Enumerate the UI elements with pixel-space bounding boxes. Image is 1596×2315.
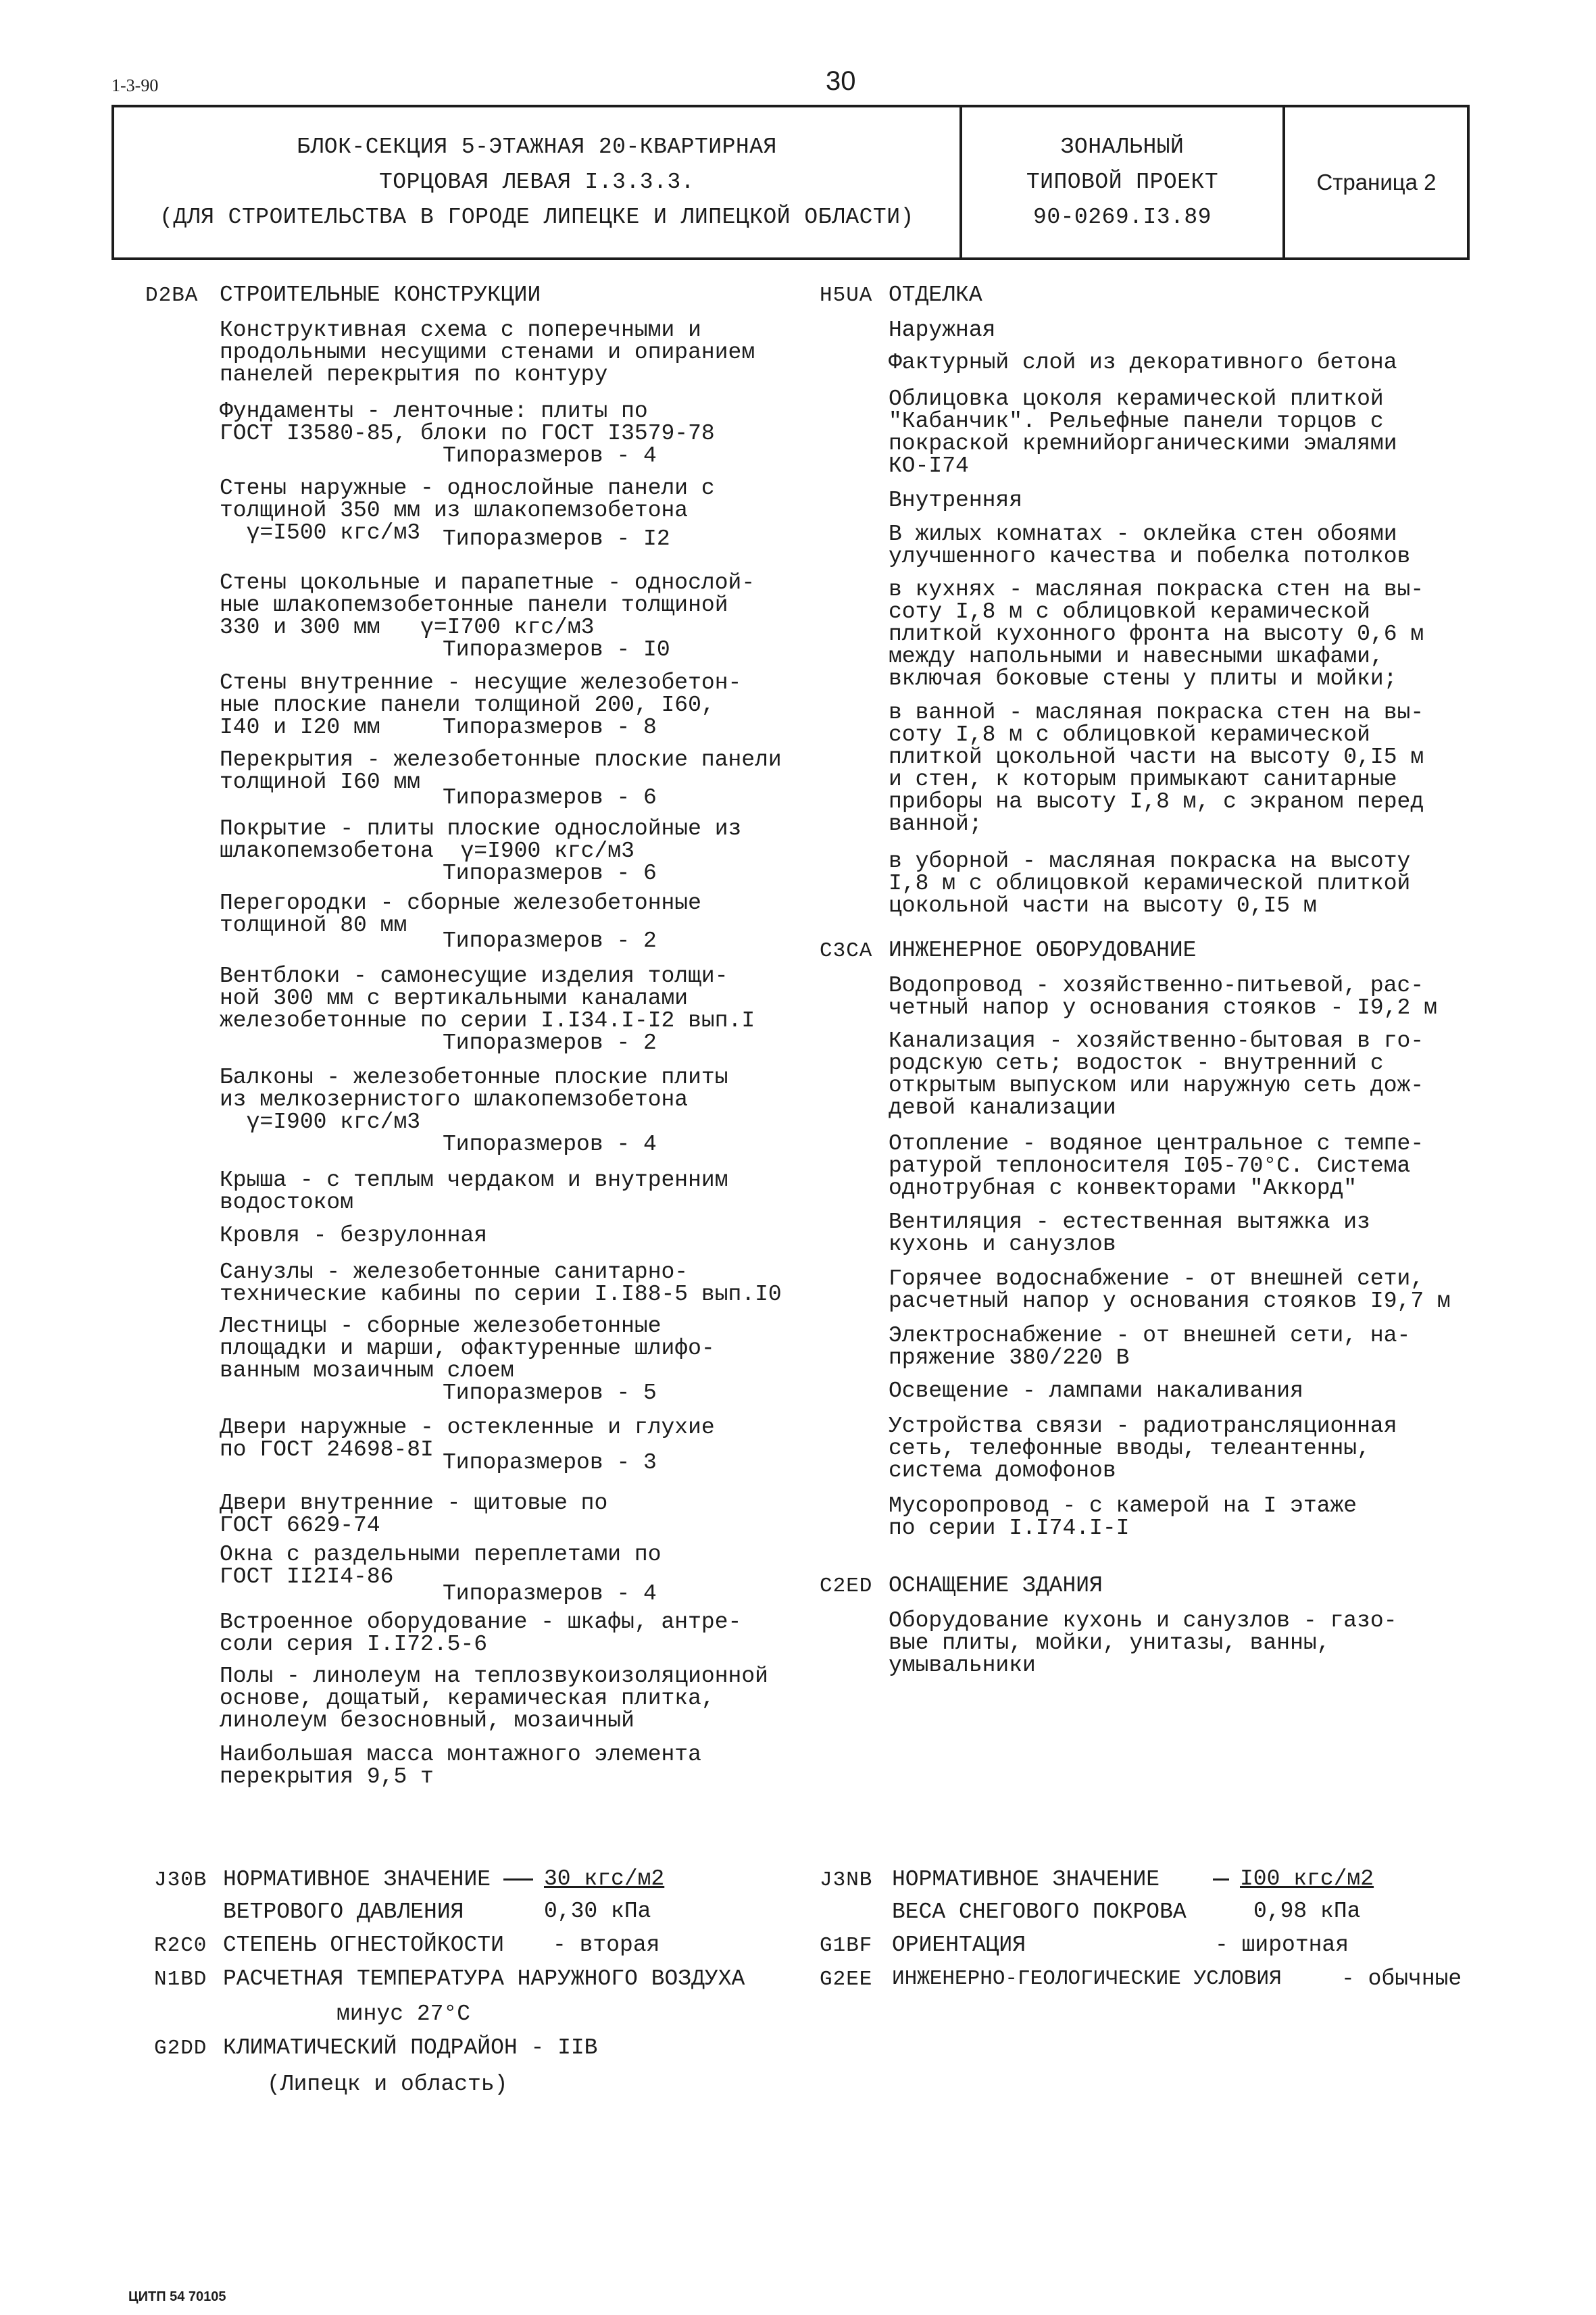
sheet-code: 1-3-90 <box>111 76 159 95</box>
title-line: (ДЛЯ СТРОИТЕЛЬСТВА В ГОРОДЕ ЛИПЕЦКЕ И ЛИПЕЦКОЙ ОБЛАСТИ) <box>159 205 914 230</box>
project-cell <box>962 107 1285 257</box>
page-number: 30 <box>826 66 856 96</box>
structure-item: Кровля - безрулонная <box>220 1223 488 1248</box>
outdoor-temp-value: минус 27°С <box>336 2001 471 2026</box>
norm-code: G2EE <box>820 1968 873 1991</box>
snow-dash <box>1213 1878 1229 1881</box>
norm-code: G1BF <box>820 1934 873 1958</box>
climate-region-note: (Липецк и область) <box>267 2072 508 2097</box>
engineering-item: Освещение - лампами накаливания <box>889 1378 1303 1403</box>
finish-item: В жилых комнатах - оклейка стен обоями улучшенного качества и побелка потолков <box>889 522 1411 569</box>
section-code: C3CA <box>820 939 873 963</box>
finish-item: Внутренняя <box>889 488 1023 513</box>
norm-code: N1BD <box>154 1968 207 1991</box>
engineering-item: Электроснабжение - от внешней сети, на- пряжение 380/220 В <box>889 1323 1411 1370</box>
structure-item: Конструктивная схема с поперечными и продольными несущими стенами и опиранием панелей перекрытия по контуру <box>220 318 755 387</box>
equipment-item: Оборудование кухонь и санузлов - газо- вые плиты, мойки, унитазы, ванны, умывальники <box>889 1608 1397 1678</box>
engineering-item: Вентиляция - естественная вытяжка из кухонь и санузлов <box>889 1210 1370 1257</box>
project-line: ТИПОВОЙ ПРОЕКТ <box>1026 170 1219 195</box>
footer-imprint: ЦИТП 54 70105 <box>128 2289 226 2304</box>
title-cell <box>114 107 962 257</box>
structure-item: Балконы - железобетонные плоские плиты из мелкозернистого шлакопемзобетона γ=I900 кгс/м3 Типоразмеров - 4 <box>220 1065 728 1157</box>
engineering-item: Устройства связи - радиотрансляционная сеть, телефонные вводы, телеантенны, система домофонов <box>889 1414 1397 1483</box>
fire-resistance-label: СТЕПЕНЬ ОГНЕСТОЙКОСТИ <box>223 1933 504 1958</box>
norm-code: G2DD <box>154 2037 207 2060</box>
page-label: Страница 2 <box>1316 170 1437 195</box>
title-line: БЛОК-СЕКЦИЯ 5-ЭТАЖНАЯ 20-КВАРТИРНАЯ <box>297 134 777 159</box>
norm-code: J30B <box>154 1868 207 1892</box>
finish-item: Облицовка цоколя керамической плиткой "Кабанчик". Рельефные панели торцов с покраской кремнийорганическими эмалями КО-I74 <box>889 387 1397 478</box>
structure-item: Лестницы - сборные железобетонные площадки и марши, офактуренные шлифо- ванным мозаичным слоем Типоразмеров - 5 <box>220 1314 715 1405</box>
section-code: C2ED <box>820 1574 873 1598</box>
section-heading-equipment: ОСНАЩЕНИЕ ЗДАНИЯ <box>889 1573 1103 1598</box>
structure-item: Крыша - с теплым чердаком и внутренним водостоком <box>220 1168 728 1215</box>
section-code: H5UA <box>820 284 873 307</box>
finish-item: в ванной - масляная покраска стен на вы- соту I,8 м с облицовкой керамической плиткой цокольной части на высоту 0,I5 м и стен, к которым примыкают санитарные приборы на высоту I,8 м, с экраном перед ванной; <box>889 700 1424 837</box>
project-designation <box>1026 130 1218 235</box>
geology-label: ИНЖЕНЕРНО-ГЕОЛОГИЧЕСКИЕ УСЛОВИЯ <box>892 1967 1282 1991</box>
climate-subregion-label: КЛИМАТИЧЕСКИЙ ПОДРАЙОН - IIВ <box>223 2035 598 2060</box>
finish-item: Наружная <box>889 318 996 343</box>
engineering-item: Горячее водоснабжение - от внешней сети, расчетный напор у основания стояков I9,7 м <box>889 1266 1451 1314</box>
section-title <box>159 130 914 235</box>
project-line: ЗОНАЛЬНЫЙ <box>1060 134 1184 159</box>
wind-dash <box>503 1878 533 1881</box>
structure-item: Наибольшая масса монтажного элемента перекрытия 9,5 т <box>220 1742 701 1789</box>
structure-item: Вентблоки - самонесущие изделия толщи- ной 300 мм с вертикальными каналами железобетонные по серии I.I34.I-I2 вып.I Типоразмеров - 2 <box>220 964 755 1055</box>
structure-item: Полы - линолеум на теплозвукоизоляционной основе, дощатый, керамическая плитка, линолеум безосновный, мозаичный <box>220 1664 768 1733</box>
wind-value-kpa: 0,30 кПа <box>544 1899 651 1924</box>
snow-label: НОРМАТИВНОЕ ЗНАЧЕНИЕ ВЕСА СНЕГОВОГО ПОКРОВА <box>892 1867 1187 1924</box>
wind-label: НОРМАТИВНОЕ ЗНАЧЕНИЕ ВЕТРОВОГО ДАВЛЕНИЯ <box>223 1867 491 1924</box>
section-heading-structures: СТРОИТЕЛЬНЫЕ КОНСТРУКЦИИ <box>220 282 541 307</box>
engineering-item: Водопровод - хозяйственно-питьевой, рас- четный напор у основания стояков - I9,2 м <box>889 973 1437 1020</box>
engineering-item: Канализация - хозяйственно-бытовая в го- родскую сеть; водосток - внутренний с открытым выпуском или наружную сеть дож- девой канализации <box>889 1028 1424 1120</box>
structure-item: Перекрытия - железобетонные плоские панели толщиной I60 мм Типоразмеров - 6 <box>220 747 782 810</box>
finish-item: Фактурный слой из декоративного бетона <box>889 350 1397 375</box>
section-heading-finish: ОТДЕЛКА <box>889 282 982 307</box>
section-heading-engineering: ИНЖЕНЕРНОЕ ОБОРУДОВАНИЕ <box>889 938 1197 963</box>
wind-value-kgs: 30 кгс/м2 <box>544 1866 665 1891</box>
finish-item: в уборной - масляная покраска на высоту I,8 м с облицовкой керамической плиткой цокольной части на высоту 0,I5 м <box>889 849 1411 918</box>
page-label-cell <box>1285 107 1468 257</box>
norm-code: R2C0 <box>154 1934 207 1958</box>
structure-item: Санузлы - железобетонные санитарно- технические кабины по серии I.I88-5 вып.I0 <box>220 1260 782 1307</box>
engineering-item: Мусоропровод - с камерой на I этаже по серии I.I74.I-I <box>889 1493 1357 1541</box>
snow-value-kgs: I00 кгс/м2 <box>1240 1866 1374 1891</box>
structure-item: Стены цокольные и парапетные - однослой- ные шлакопемзобетонные панели толщиной 330 и 300 мм γ=I700 кгс/м3 Типоразмеров - I0 <box>220 570 755 662</box>
snow-value-kpa: 0,98 кПа <box>1253 1899 1361 1924</box>
structure-item: Окна с раздельными переплетами по ГОСТ II2I4-86 Типоразмеров - 4 <box>220 1542 662 1606</box>
structure-item: Встроенное оборудование - шкафы, антре- соли серия I.I72.5-6 <box>220 1610 742 1657</box>
engineering-item: Отопление - водяное центральное с темпе- ратурой теплоносителя I05-70°С. Система однотрубная с конвекторами "Аккорд" <box>889 1131 1424 1201</box>
structure-item: Перегородки - сборные железобетонные толщиной 80 мм Типоразмеров - 2 <box>220 891 701 953</box>
outdoor-temp-label: РАСЧЕТНАЯ ТЕМПЕРАТУРА НАРУЖНОГО ВОЗДУХА <box>223 1966 745 1991</box>
title-line: ТОРЦОВАЯ ЛЕВАЯ I.3.3.3. <box>379 170 695 195</box>
structure-item: Фундаменты - ленточные: плиты по ГОСТ I3580-85, блоки по ГОСТ I3579-78 Типоразмеров - 4 <box>220 399 715 468</box>
title-block <box>111 105 1470 260</box>
orientation-value: - широтная <box>1215 1933 1349 1958</box>
finish-item: в кухнях - масляная покраска стен на вы- соту I,8 м с облицовкой керамической плиткой кухонного фронта на высоту 0,6 м между напольными и навесными шкафами, включая боковые стены у плиты и мойки; <box>889 577 1424 691</box>
orientation-label: ОРИЕНТАЦИЯ <box>892 1933 1026 1958</box>
norm-code: J3NB <box>820 1868 873 1892</box>
structure-item: Покрытие - плиты плоские однослойные из шлакопемзобетона γ=I900 кгс/м3 Типоразмеров - 6 <box>220 816 742 886</box>
structure-item: Стены наружные - однослойные панели с толщиной 350 мм из шлакопемзобетона γ=I500 кгс/м3 Типоразмеров - I2 <box>220 476 715 551</box>
structure-item: Двери наружные - остекленные и глухие по ГОСТ 24698-8I Типоразмеров - 3 <box>220 1415 715 1475</box>
geology-value: - обычные <box>1341 1966 1462 1991</box>
project-line: 90-0269.I3.89 <box>1033 205 1212 230</box>
structure-item: Двери внутренние - щитовые по ГОСТ 6629-74 <box>220 1491 608 1538</box>
fire-resistance-value: - вторая <box>553 1933 660 1958</box>
section-code: D2BA <box>145 284 199 307</box>
structure-item: Стены внутренние - несущие железобетон- ные плоские панели толщиной 200, I60, I40 и I20 мм Типоразмеров - 8 <box>220 670 742 740</box>
